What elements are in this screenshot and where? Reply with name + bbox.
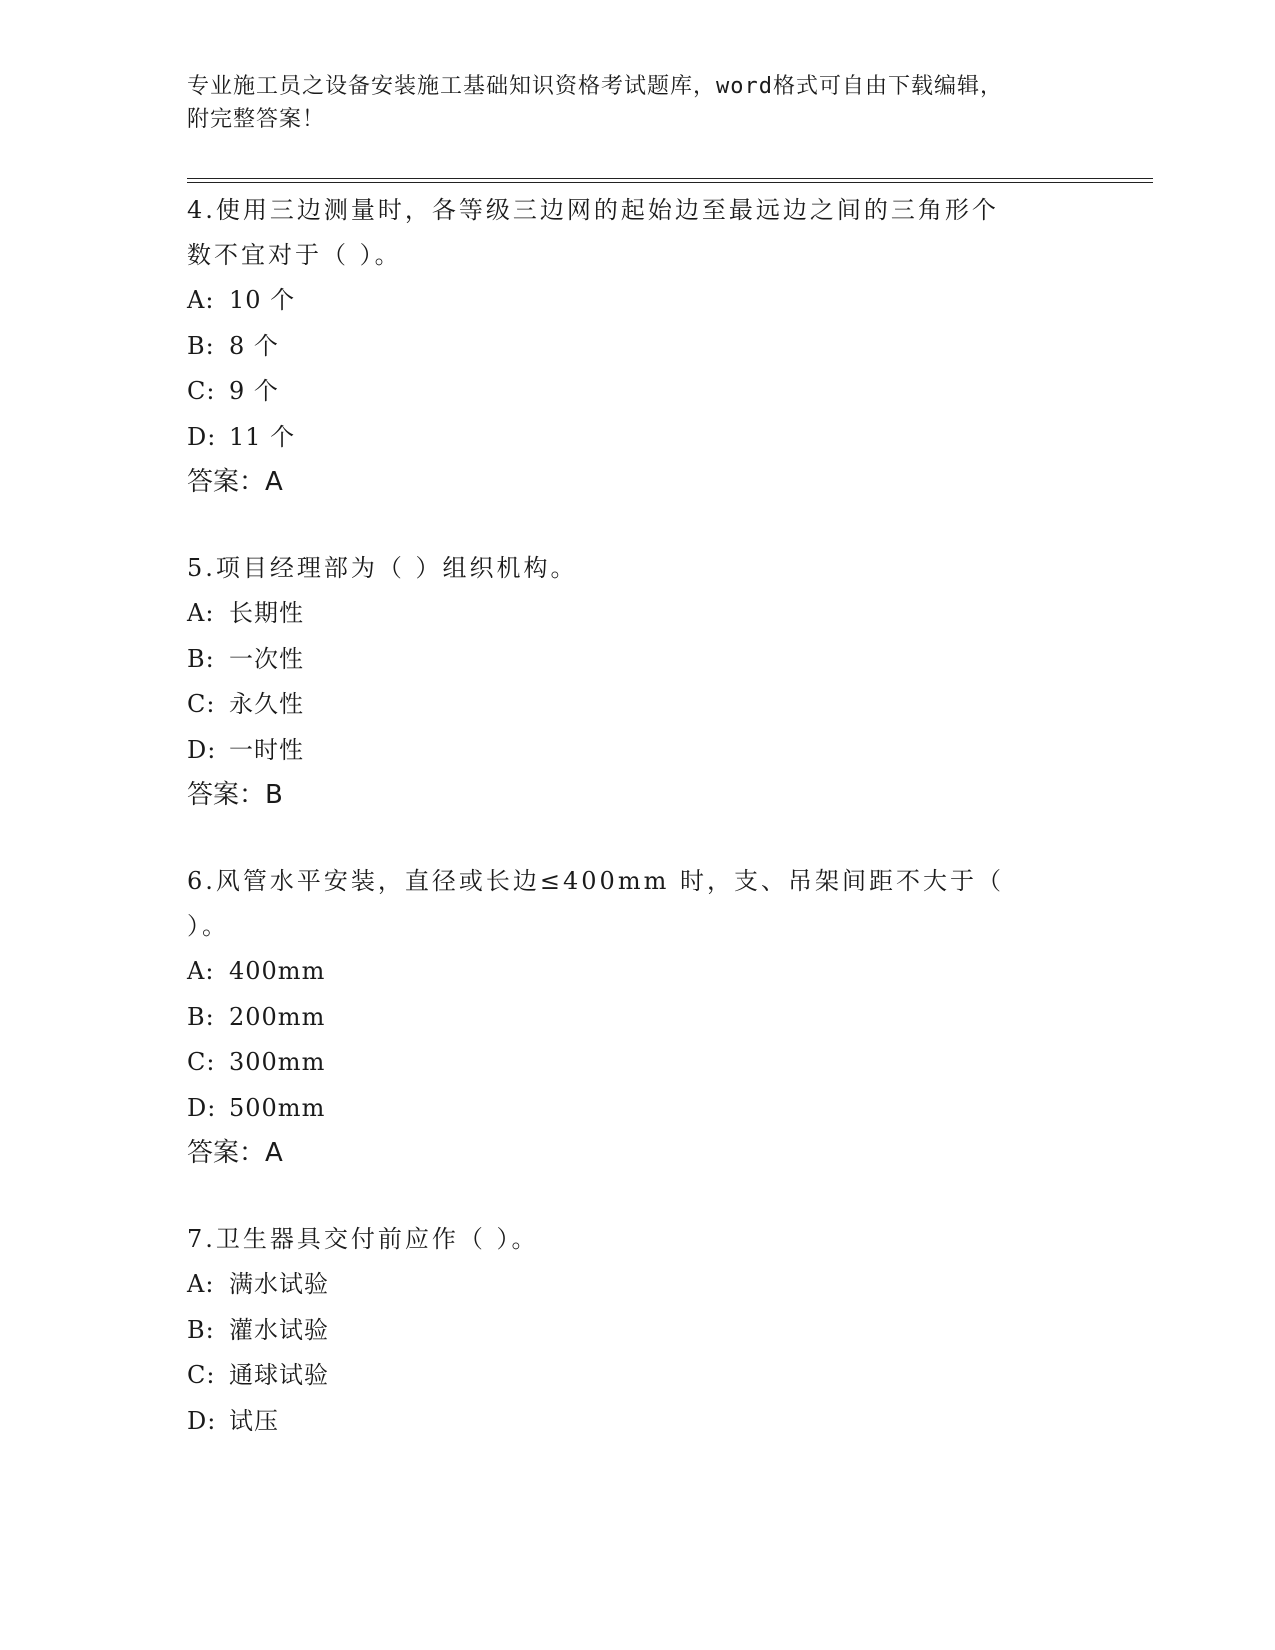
option-text: 一次性 (229, 644, 304, 673)
option-c (187, 1353, 1087, 1399)
question-text: 6.风管水平安装，直径或长边≤400mm 时，支、吊架间距不大于（ ）。 (187, 867, 1004, 940)
option-text: 300mm (229, 1048, 326, 1076)
option-a (187, 1262, 1087, 1308)
option-text: 满水试验 (229, 1270, 329, 1298)
option-key: B: (187, 1002, 215, 1031)
option-text: 9 个 (229, 377, 279, 405)
page-header (187, 70, 1067, 136)
option-key: C: (187, 1361, 216, 1389)
option-b (187, 324, 1087, 370)
question-item (187, 859, 1087, 1176)
option-key: A: (187, 1270, 215, 1298)
header-line-1: 专业施工员之设备安装施工基础知识资格考试题库，word格式可自由下载编辑， (187, 74, 1003, 99)
option-key: B: (187, 644, 215, 673)
option-c (187, 1040, 1087, 1086)
option-key: C: (187, 1048, 216, 1076)
question-item (187, 1217, 1087, 1444)
option-c (187, 682, 1087, 728)
option-c (187, 369, 1087, 415)
option-text: 灌水试验 (229, 1315, 329, 1344)
option-key: D: (187, 1093, 217, 1122)
option-key: A: (187, 286, 215, 314)
question-text: 7.卫生器具交付前应作（ ）。 (187, 1225, 539, 1253)
option-b (187, 637, 1087, 683)
option-key: C: (187, 377, 216, 405)
option-a (187, 949, 1087, 995)
option-b (187, 995, 1087, 1041)
option-a (187, 591, 1087, 637)
option-d (187, 1086, 1087, 1132)
header-divider (187, 178, 1153, 183)
question-text: 5.项目经理部为（ ）组织机构。 (187, 554, 578, 582)
answer-line: 答案：A (187, 467, 283, 497)
option-text: 500mm (229, 1093, 326, 1122)
question-text: 4.使用三边测量时，各等级三边网的起始边至最远边之间的三角形个数不宜对于（ ）。 (187, 196, 999, 269)
option-text: 200mm (229, 1002, 326, 1031)
option-text: 试压 (229, 1406, 279, 1435)
option-key: C: (187, 690, 216, 718)
option-text: 通球试验 (229, 1361, 329, 1389)
option-text: 永久性 (229, 690, 304, 718)
option-key: A: (187, 599, 215, 627)
option-key: A: (187, 957, 215, 985)
option-a (187, 278, 1087, 324)
question-list (187, 188, 1087, 1485)
option-key: D: (187, 735, 217, 764)
option-d (187, 415, 1087, 461)
question-item (187, 188, 1087, 505)
option-key: B: (187, 331, 215, 360)
answer-line: 答案：A (187, 1138, 283, 1168)
option-text: 一时性 (229, 735, 304, 764)
option-text: 11 个 (229, 422, 296, 451)
header-line-2: 附完整答案！ (187, 107, 326, 132)
question-item (187, 546, 1087, 818)
answer-line: 答案：B (187, 780, 283, 810)
option-d (187, 728, 1087, 774)
option-text: 8 个 (229, 331, 279, 360)
option-key: B: (187, 1315, 215, 1344)
option-key: D: (187, 422, 217, 451)
option-text: 400mm (229, 957, 326, 985)
option-text: 长期性 (229, 599, 304, 627)
option-key: D: (187, 1406, 217, 1435)
option-b (187, 1308, 1087, 1354)
option-text: 10 个 (229, 286, 296, 314)
option-d (187, 1399, 1087, 1445)
